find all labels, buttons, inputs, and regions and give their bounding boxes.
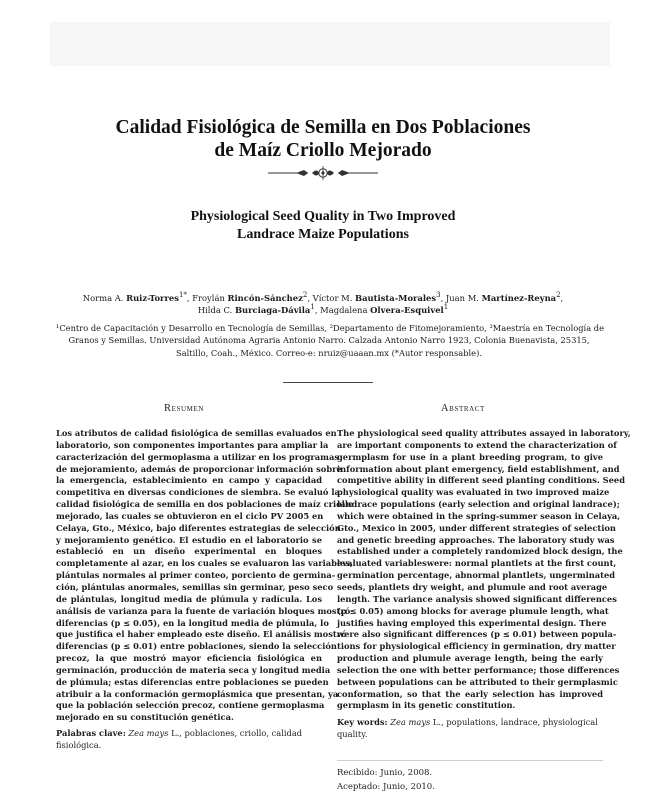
abstract-heading: Abstract: [441, 403, 485, 414]
ornamental-divider-icon: [268, 165, 378, 181]
english-title-line-1: Physiological Seed Quality in Two Improved: [0, 208, 646, 225]
text-line: germplasm for use in a plant breeding program, to give: [337, 452, 603, 464]
text-line: tions for physiological efficiency in germination, dry matter: [337, 641, 603, 653]
text-line: análisis de varianza para la fuente de variación bloques mostró: [56, 606, 322, 618]
text-line: calidad fisiológica de semilla en dos poblaciones de maíz criollo: [56, 499, 322, 511]
text-line: de plántulas, longitud media de plúmula y radícula. Los: [56, 594, 322, 606]
text-line: diferencias (p ≤ 0.05), en la longitud media de plúmula, lo: [56, 618, 322, 630]
text-line: (p ≤ 0.05) among blocks for average plumule length, what: [337, 606, 603, 618]
text-line: were also significant differences (p ≤ 0.01) between popula-: [337, 629, 603, 641]
keywords-label: Palabras clave:: [56, 728, 126, 738]
text-line: seeds, plantlets dry weight, and plumule and root average: [337, 582, 603, 594]
text-line: evaluated variableswere: normal plantlets at the first count,: [337, 558, 603, 570]
text-line: which were obtained in the spring-summer season in Celaya,: [337, 511, 603, 523]
text-line: information about plant emergency, field establishment, and: [337, 464, 603, 476]
text-line: selection the one with better performance; those differences: [337, 665, 603, 677]
keywords-line: [56, 727, 322, 739]
text-line: germinación, producción de materia seca y longitud media: [56, 665, 322, 677]
dates-divider: [337, 760, 603, 761]
keywords-rest: L., populations, landrace, physiological: [430, 717, 598, 727]
text-line: atribuir a la conformación germoplásmica que presentan, ya: [56, 689, 322, 701]
text-line: Los atributos de calidad fisiológica de semillas evaluados en: [56, 428, 322, 440]
author: Magdalena Olvera-Esquivel$^1$: [320, 305, 448, 315]
text-line: laboratorio, son componentes importantes para ampliar la: [56, 440, 322, 452]
keywords-species: Zea mays: [390, 717, 430, 727]
text-line: physiological quality was evaluated in two improved maize: [337, 487, 603, 499]
text-line: que la población selección precoz, contiene germoplasma: [56, 700, 322, 712]
text-line: mejorado en su constitución genética.: [56, 712, 322, 724]
resumen-heading: Resumen: [164, 403, 204, 414]
affiliation-line: Granos y Semillas. Universidad Autónoma Agraria Antonio Narro. Calzada Antonio Narro 1923, Colonia Buenavista, 25315,: [56, 334, 602, 346]
text-line: established under a completely randomized block design, the: [337, 546, 603, 558]
keywords-line-2: fisiológica.: [56, 739, 322, 751]
author: Juan M. Martínez-Reyna$^2$,: [446, 293, 563, 303]
text-line: competitiva en diversas condiciones de siembra. Se evaluó la: [56, 487, 322, 499]
text-line: are important components to extend the characterization of: [337, 440, 603, 452]
affiliation-line: Saltillo, Coah., México. Correo-e: nruiz@uaaan.mx (*Autor responsable).: [56, 347, 602, 359]
text-line: precoz, la que mostró mayor eficiencia fisiológica en: [56, 653, 322, 665]
text-line: between populations can be attributed to their germplasmic: [337, 677, 603, 689]
text-line: production and plumule average length, being the early: [337, 653, 603, 665]
keywords-line-2: quality.: [337, 728, 603, 740]
text-line: diferencias (p ≤ 0.01) entre poblaciones, siendo la selección: [56, 641, 322, 653]
keywords-rest: L., poblaciones, criollo, calidad: [168, 728, 302, 738]
text-line: completamente al azar, en los cuales se evaluaron las variables,: [56, 558, 322, 570]
text-line: The physiological seed quality attributes assayed in laboratory,: [337, 428, 603, 440]
text-line: de mejoramiento, además de proporcionar información sobre: [56, 464, 322, 476]
keywords-line: [337, 716, 603, 728]
text-line: conformation, so that the early selection has improved: [337, 689, 603, 701]
text-line: la emergencia, establecimiento en campo y capacidad: [56, 475, 322, 487]
text-line: y mejoramiento genético. El estudio en el laboratorio se: [56, 535, 322, 547]
abstract-body: [337, 428, 603, 712]
affiliations: [56, 322, 602, 359]
text-line: length. The variance analysis showed significant differences: [337, 594, 603, 606]
text-line: que justifica el haber empleado este diseño. El análisis mostró: [56, 629, 322, 641]
text-line: Celaya, Gto., México, bajo diferentes estrategias de selección: [56, 523, 322, 535]
text-line: Gto., Mexico in 2005, under different strategies of selection: [337, 523, 603, 535]
author: Froylán Rincón-Sánchez$^2$,: [192, 293, 312, 303]
text-line: ción, plántulas anormales, semillas sin germinar, peso seco: [56, 582, 322, 594]
palabras-clave: [56, 727, 322, 751]
section-divider: [283, 382, 373, 383]
text-line: estableció en un diseño experimental en bloques: [56, 546, 322, 558]
resumen-body: [56, 428, 322, 724]
spanish-title-line-1: Calidad Fisiológica de Semilla en Dos Poblaciones: [0, 116, 646, 139]
text-line: landrace populations (early selection and original landrace);: [337, 499, 603, 511]
keywords-species: Zea mays: [128, 728, 168, 738]
affiliation-line: ¹Centro de Capacitación y Desarrollo en Tecnología de Semillas, ²Departamento de Fitomejoramiento, ³Maestría en Tecnología de: [56, 322, 602, 334]
english-title-line-2: Landrace Maize Populations: [0, 226, 646, 243]
authors-line-2: [60, 301, 586, 316]
text-line: mejorado, las cuales se obtuvieron en el ciclo PV 2005 en: [56, 511, 322, 523]
text-line: plántulas normales al primer conteo, porciento de germina-: [56, 570, 322, 582]
header-band: [50, 22, 610, 66]
text-line: justifies having employed this experimental design. There: [337, 618, 603, 630]
key-words: [337, 716, 603, 740]
keywords-label: Key words:: [337, 717, 388, 727]
text-line: and genetic breeding approaches. The laboratory study was: [337, 535, 603, 547]
text-line: de plúmula; estas diferencias entre poblaciones se pueden: [56, 677, 322, 689]
text-line: germination percentage, abnormal plantlets, ungerminated: [337, 570, 603, 582]
author: Víctor M. Bautista-Morales$^3$,: [313, 293, 446, 303]
spanish-title-line-2: de Maíz Criollo Mejorado: [0, 139, 646, 162]
author: Hilda C. Burciaga-Dávila$^1$,: [198, 305, 320, 315]
text-line: caracterización del germoplasma a utilizar en los programas: [56, 452, 322, 464]
text-line: germplasm in its genetic constitution.: [337, 700, 603, 712]
received-date: Recibido: Junio, 2008.: [337, 767, 435, 781]
text-line: competitive ability in different seed planting conditions. Seed: [337, 475, 603, 487]
accepted-date: Aceptado: Junio, 2010.: [337, 781, 435, 794]
author: Norma A. Ruiz-Torres$^{1*}$,: [83, 293, 192, 303]
